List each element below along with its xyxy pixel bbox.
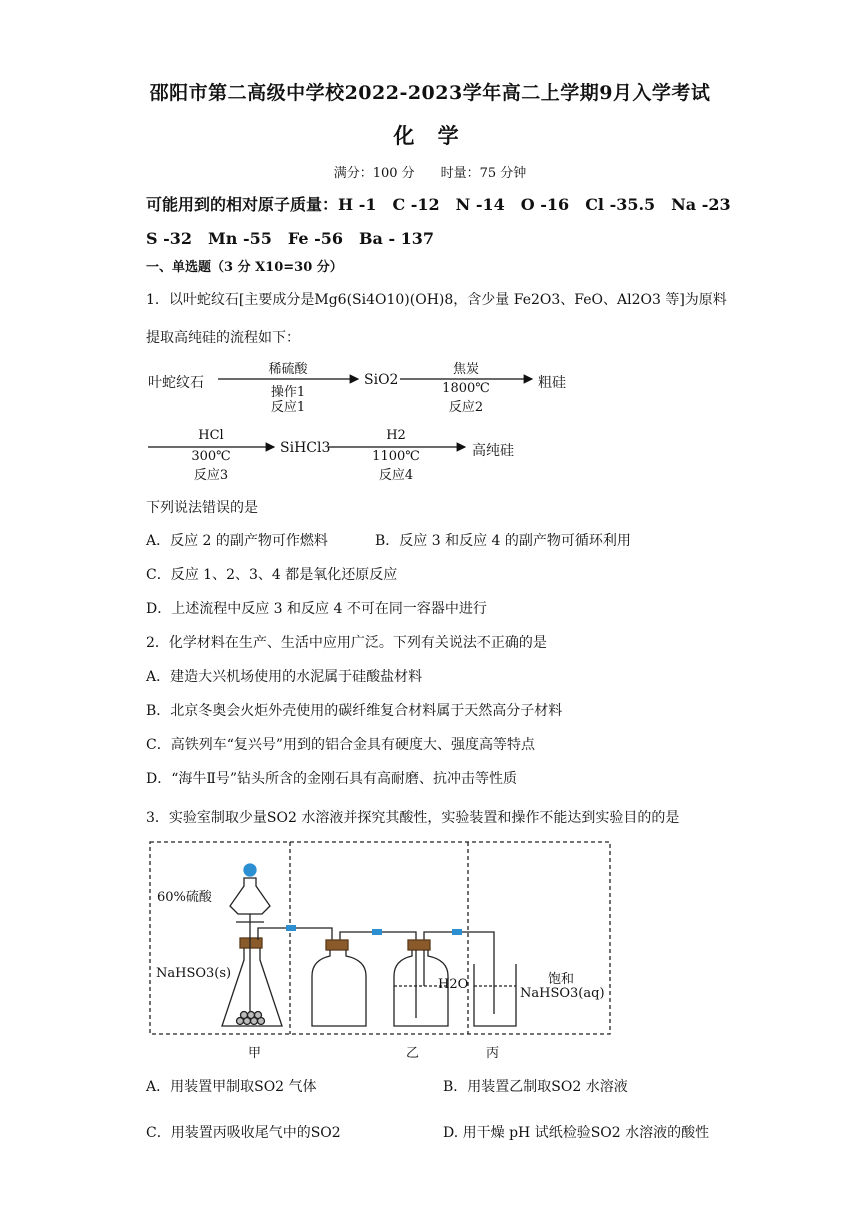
q2-stem: 2．化学材料在生产、生活中应用广泛。下列有关说法不正确的是: [146, 635, 547, 651]
q1-stem-b: ，含少量 Fe2O3、FeO、Al2O3 等]为原料: [453, 292, 727, 308]
separatory-funnel: [230, 878, 270, 914]
q2-option-a: A．建造大兴机场使用的水泥属于硅酸盐材料: [146, 669, 423, 685]
flow-node-crude-si: 粗硅: [538, 375, 566, 391]
q2-option-d: D．“海牛Ⅱ号”钻头所含的金刚石具有高耐磨、抗冲击等性质: [146, 771, 518, 787]
label-jia: 甲: [248, 1046, 262, 1061]
q1-option-a: A．反应 2 的副产物可作燃料: [146, 533, 328, 549]
flow-a2-top: 焦炭: [452, 362, 479, 377]
q1-option-c: C．反应 1、2、3、4 都是氧化还原反应: [146, 567, 398, 583]
beaker: [474, 964, 516, 1026]
valve-icon-3: [452, 929, 462, 935]
q1-stem-c: 提取高纯硅的流程如下：: [146, 330, 300, 346]
q1-formula: Mg6(Si4O10)(OH)8: [314, 292, 454, 308]
flow-start: 叶蛇纹石: [148, 375, 204, 391]
flow-a4-top: H2: [386, 428, 406, 443]
subject-title: 化 学: [393, 123, 467, 148]
q3-apparatus-figure: [140, 836, 620, 1066]
q3-option-c: C．用装置丙吸收尾气中的SO2: [146, 1125, 341, 1141]
exam-meta: 满分：100 分 时量：75 分钟: [333, 166, 527, 181]
q2-option-b: B．北京冬奥会火炬外壳使用的碳纤维复合材料属于天然高分子材料: [146, 703, 563, 719]
q3-option-a: A．用装置甲制取SO2 气体: [146, 1079, 317, 1095]
flow-a2-b2: 反应2: [448, 400, 484, 415]
flow-a3-b2: 反应3: [193, 468, 229, 483]
label-yi: 乙: [406, 1046, 420, 1061]
flow-a3-top: HCl: [198, 428, 224, 443]
flow-a3-b1: 300℃: [191, 449, 231, 464]
flow-node-pure-si: 高纯硅: [472, 443, 514, 459]
label-bing: 丙: [486, 1046, 500, 1061]
flask-stopper: [240, 938, 262, 948]
valve-icon-2: [372, 929, 382, 935]
flow-a1-b2: 反应1: [270, 400, 306, 415]
flow-node-sihcl3: SiHCl3: [280, 440, 331, 456]
atomic-mass-line-1: 可能用到的相对原子质量：H -1 C -12 N -14 O -16 Cl -35.5 Na -23: [146, 195, 731, 214]
tube-3: [424, 932, 494, 1014]
q1-stem-a: 1．以叶蛇纹石[主要成分是: [146, 292, 315, 308]
label-solid: NaHSO3(s): [156, 966, 232, 981]
q1-option-b: B．反应 3 和反应 4 的副产物可循环利用: [375, 533, 631, 549]
q3-option-b: B．用装置乙制取SO2 水溶液: [443, 1079, 628, 1095]
q1-option-d: D．上述流程中反应 3 和反应 4 不可在同一容器中进行: [146, 601, 487, 617]
label-saturated: 饱和: [548, 972, 575, 987]
funnel-stopper: [244, 864, 256, 876]
q3-option-d: D. 用干燥 pH 试纸检验SO2 水溶液的酸性: [443, 1125, 710, 1141]
flow-a4-b1: 1100℃: [372, 449, 420, 464]
label-nahso3-aq: NaHSO3(aq): [520, 986, 605, 1001]
q2-option-c: C．高铁列车“复兴号”用到的铝合金具有硬度大、强度高等特点: [146, 737, 536, 753]
q3-stem: 3．实验室制取少量SO2 水溶液并探究其酸性，实验装置和操作不能达到实验目的的是: [146, 810, 680, 826]
apparatus-frame: [150, 842, 610, 1034]
flow-a2-b1: 1800℃: [442, 381, 490, 396]
label-water: H2O: [438, 977, 469, 992]
flow-node-sio2: SiO2: [364, 372, 399, 388]
atomic-mass-line-2: S -32 Mn -55 Fe -56 Ba - 137: [146, 229, 435, 248]
flow-a1-b1: 操作1: [270, 385, 306, 400]
q1-ask: 下列说法错误的是: [146, 500, 258, 516]
label-acid: 60%硫酸: [157, 890, 212, 905]
valve-icon-1: [286, 925, 296, 931]
safety-bottle: [312, 950, 366, 1026]
section-heading: 一、单选题（3 分 X10=30 分）: [146, 260, 343, 275]
flow-a4-b2: 反应4: [378, 468, 414, 483]
exam-title: 邵阳市第二高级中学校2022-2023学年高二上学期9月入学考试: [149, 82, 711, 104]
flow-a1-top: 稀硫酸: [268, 362, 308, 377]
